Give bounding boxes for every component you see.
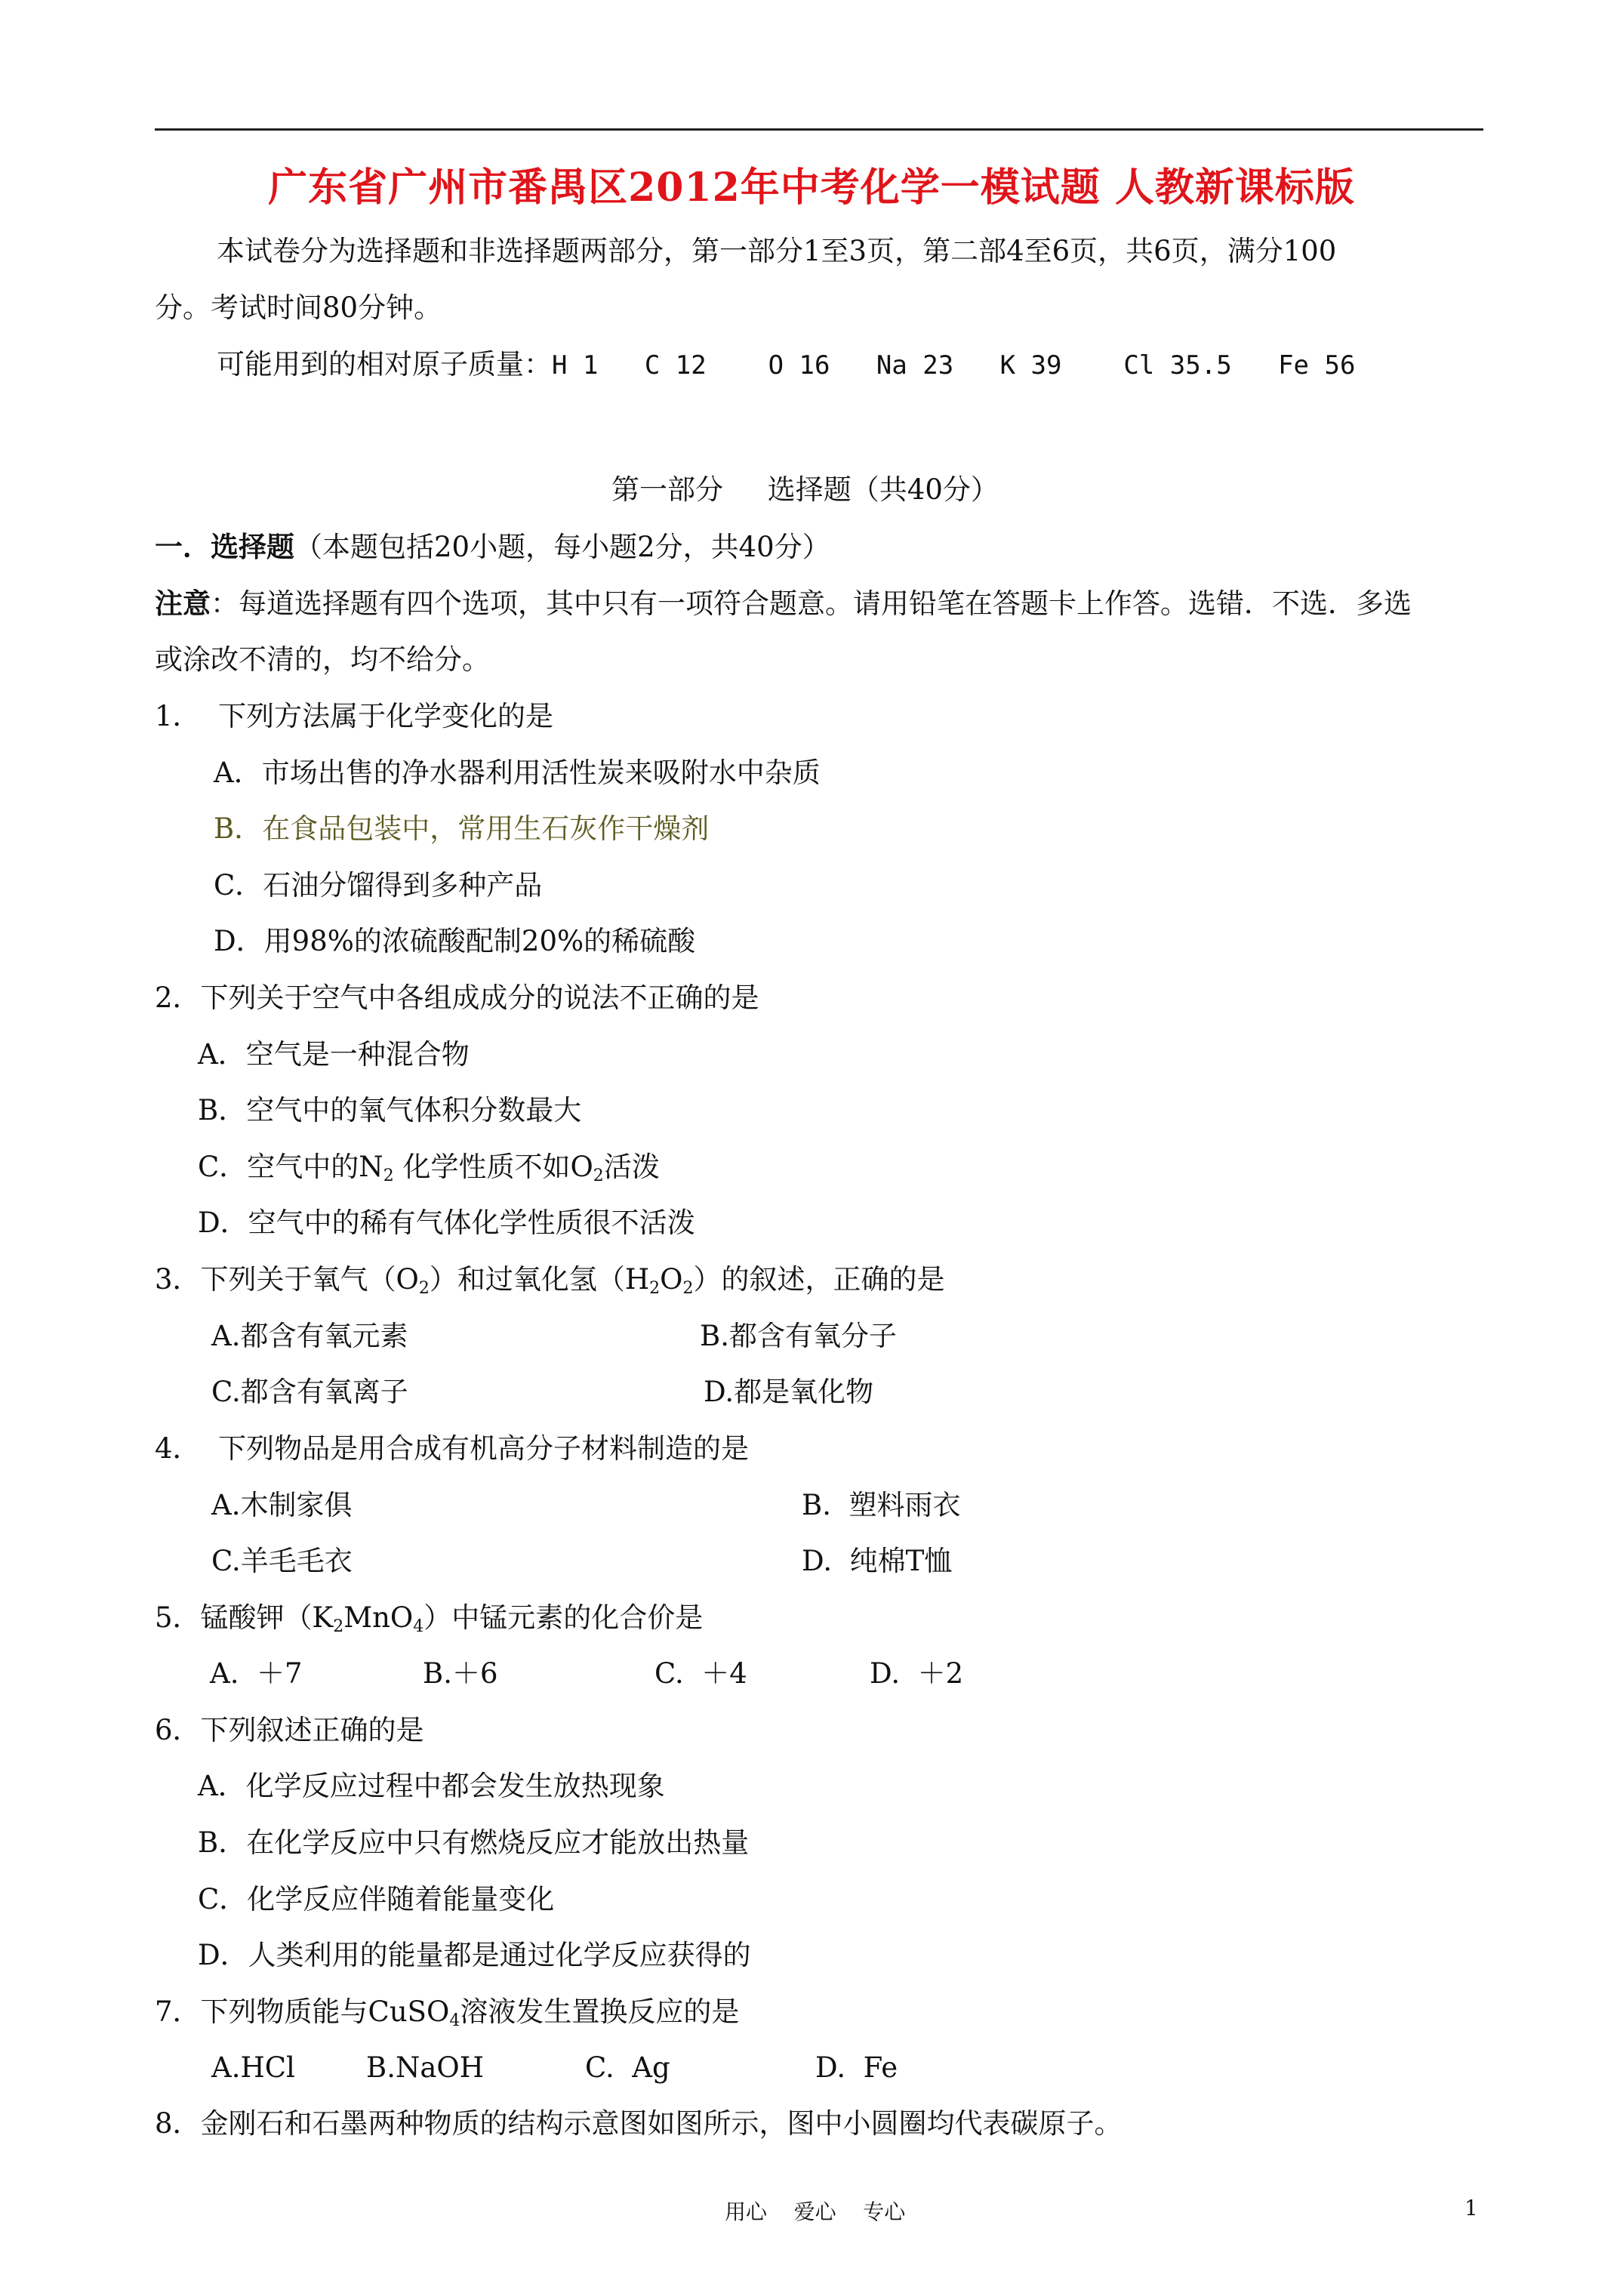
q5-option-d: D. ＋2 — [870, 1657, 964, 1690]
q5-option-b: B.＋6 — [423, 1657, 498, 1690]
q5-option-c: C. ＋4 — [654, 1657, 747, 1690]
q4-option-b: B. 塑料雨衣 — [802, 1489, 961, 1521]
page-number: 1 — [1464, 2196, 1478, 2220]
intro-line-2: 分。考试时间80分钟。 — [155, 291, 442, 324]
header-rule — [155, 128, 1483, 131]
q2-option-d: D．空气中的稀有气体化学性质很不活泼 — [198, 1207, 695, 1239]
q2-option-a: A．空气是一种混合物 — [198, 1038, 470, 1071]
q3-option-a: A.都含有氧元素 — [211, 1320, 408, 1352]
atomic-mass-label: 可能用到的相对原子质量： — [217, 348, 552, 381]
q4-option-d: D. 纯棉T恤 — [802, 1545, 953, 1577]
part-title-rest: （本题包括20小题，每小题2分，共40分） — [294, 531, 830, 563]
q1-option-c: C．石油分馏得到多种产品 — [214, 869, 543, 901]
intro-line-1: 本试卷分为选择题和非选择题两部分，第一部分1至3页，第二部4至6页，共6页，满分100 — [217, 235, 1337, 267]
document-title: 广东省广州市番禺区2012年中考化学一模试题 人教新课标版 — [268, 165, 1355, 211]
q3-option-c: C.都含有氧离子 — [211, 1376, 408, 1408]
q8-stem: 8．金刚石和石墨两种物质的结构示意图如图所示，图中小圆圈均代表碳原子。 — [155, 2107, 1123, 2140]
q4-option-a: A.木制家俱 — [211, 1489, 353, 1521]
part-title — [155, 530, 830, 563]
note-line-2: 或涂改不清的，均不给分。 — [155, 643, 490, 676]
q6-option-a: A．化学反应过程中都会发生放热现象 — [198, 1770, 665, 1802]
q1-option-a: A．市场出售的净水器利用活性炭来吸附水中杂质 — [214, 757, 821, 789]
q3-option-b: B.都含有氧分子 — [700, 1320, 897, 1352]
q5-option-a: A. ＋7 — [210, 1657, 303, 1690]
q2-stem: 2．下列关于空气中各组成成分的说法不正确的是 — [155, 982, 759, 1014]
note-line-1 — [155, 587, 1412, 620]
q7-option-a: A.HCl — [211, 2051, 295, 2084]
q7-stem: 7．下列物质能与CuSO$_4$溶液发生置换反应的是 — [155, 1996, 740, 2030]
q6-option-b: B．在化学反应中只有燃烧反应才能放出热量 — [198, 1826, 750, 1859]
q6-option-c: C．化学反应伴随着能量变化 — [198, 1883, 555, 1915]
note-label: 注意 — [155, 587, 211, 620]
q3-stem: 3．下列关于氧气$(O_2)$和过氧化氢$(H_2O_2)$的叙述，正确的是 — [155, 1263, 945, 1298]
q1-option-d: D．用98%的浓硫酸配制20%的稀硫酸 — [214, 925, 696, 957]
q3-option-d: D.都是氧化物 — [704, 1376, 874, 1408]
q6-option-d: D．人类利用的能量都是通过化学反应获得的 — [198, 1939, 751, 1971]
q4-option-c: C.羊毛毛衣 — [211, 1545, 353, 1577]
q2-option-c: C．空气中的$N_2$ 化学性质不如$O_2$活泼 — [198, 1151, 660, 1185]
atomic-mass-line — [217, 348, 1356, 381]
section-heading: 第一部分 选择题（共40分） — [611, 473, 999, 506]
note-text-1: ：每道选择题有四个选项，其中只有一项符合题意。请用铅笔在答题卡上作答。选错．不选．多选 — [211, 587, 1412, 620]
q7-option-b: B.NaOH — [366, 2051, 484, 2084]
q7-option-c: C. Ag — [585, 2051, 670, 2084]
footer-motto: 用心 爱心 专心 — [725, 2199, 906, 2224]
q2-option-b: B．空气中的氧气体积分数最大 — [198, 1094, 582, 1126]
q7-option-d: D. Fe — [815, 2051, 898, 2084]
q6-stem: 6．下列叙述正确的是 — [155, 1714, 424, 1746]
q1-option-b: B．在食品包装中，常用生石灰作干燥剂 — [214, 812, 710, 845]
q1-stem: 1． 下列方法属于化学变化的是 — [155, 700, 554, 732]
atomic-mass-values: H 1 C 12 O 16 Na 23 K 39 Cl 35.5 Fe 56 — [552, 350, 1356, 381]
q4-stem: 4． 下列物品是用合成有机高分子材料制造的是 — [155, 1432, 750, 1465]
part-title-bold: 一．选择题 — [155, 530, 294, 563]
q5-stem: 5．锰酸钾$(K_2MnO_4)$中锰元素的化合价是 — [155, 1601, 704, 1636]
